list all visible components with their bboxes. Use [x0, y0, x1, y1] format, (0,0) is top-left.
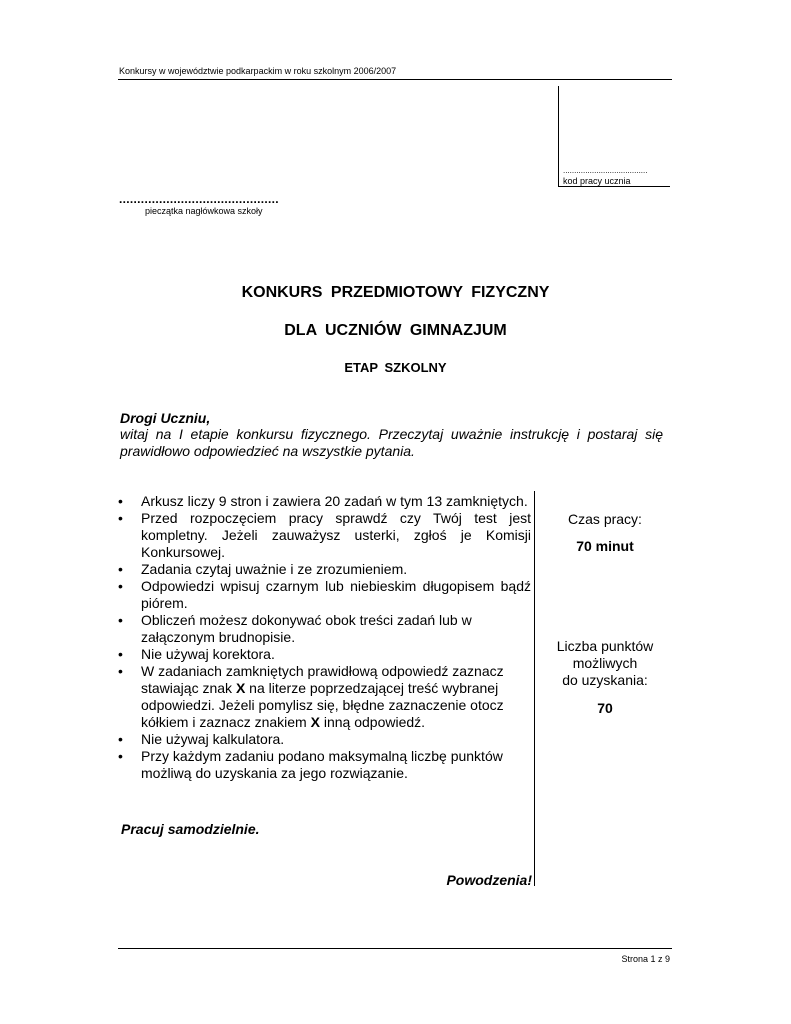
code-box-underline [558, 186, 670, 187]
instructions-list [118, 493, 531, 782]
stamp-label: pieczątka nagłówkowa szkoły [145, 206, 263, 216]
instruction-item [118, 731, 531, 748]
instruction-item [118, 748, 531, 782]
good-luck-note: Powodzenia! [446, 872, 532, 888]
x-mark: X [310, 714, 320, 730]
bullet-icon: • [118, 646, 123, 662]
points-value: 70 [597, 700, 613, 716]
bullet-icon: • [118, 748, 123, 764]
title-audience: DLA UCZNIÓW GIMNAZJUM [284, 322, 507, 339]
instruction-text: W zadaniach zamkniętych prawidłową odpowiedź zaznacz stawiając znak X na literze poprzedzającej treść wybranej odpowiedzi. Jeżeli pomylisz się, błędne zaznaczenie otocz kółkiem i zaznacz znakiem X inną odpowiedź. [141, 663, 504, 730]
instruction-text: Nie używaj korektora. [141, 646, 275, 662]
instruction-item [118, 561, 531, 578]
work-alone-note: Pracuj samodzielnie. [121, 821, 260, 837]
instruction-item [118, 510, 531, 561]
instruction-text: Przed rozpoczęciem pracy sprawdź czy Twój test jest kompletny. Jeżeli zauważysz usterki, zgłoś je Komisji Konkursowej. [141, 510, 531, 560]
code-box-label: kod pracy ucznia [563, 176, 631, 186]
bullet-icon: • [118, 663, 123, 679]
instruction-text: Arkusz liczy 9 stron i zawiera 20 zadań w tym 13 zamkniętych. [141, 493, 528, 509]
bullet-icon: • [118, 493, 123, 509]
instruction-text: Zadania czytaj uważnie i ze zrozumieniem. [141, 561, 408, 577]
instruction-item [118, 646, 531, 663]
time-value: 70 minut [576, 538, 634, 554]
footer-divider [118, 948, 672, 949]
header-divider [118, 79, 672, 80]
greeting: Drogi Uczniu, [120, 410, 211, 426]
bullet-icon: • [118, 561, 123, 577]
instruction-text: Przy każdym zadaniu podano maksymalną liczbę punktów możliwą do uzyskania za jego rozwiązanie. [141, 748, 503, 781]
bullet-icon: • [118, 578, 123, 594]
time-label: Czas pracy: [568, 511, 642, 527]
instruction-text: Odpowiedzi wpisuj czarnym lub niebieskim długopisem bądź piórem. [141, 578, 531, 611]
instruction-text: Obliczeń możesz dokonywać obok treści zadań lub w załączonym brudnopisie. [141, 612, 472, 645]
instruction-item [118, 493, 531, 510]
points-label-line: możliwych [572, 655, 638, 671]
page-header: Konkursy w województwie podkarpackim w roku szkolnym 2006/2007 [119, 66, 397, 76]
bullet-icon: • [118, 510, 123, 526]
instruction-item [118, 612, 531, 646]
bullet-icon: • [118, 612, 123, 628]
page-number: Strona 1 z 9 [621, 954, 670, 964]
x-mark: X [235, 680, 246, 696]
instruction-item [118, 578, 531, 612]
points-label [540, 638, 670, 689]
instruction-item [118, 663, 531, 731]
code-box-border [558, 86, 559, 187]
points-label-line: do uzyskania: [562, 672, 648, 688]
code-box-dots: ...................................... [563, 166, 648, 175]
column-divider [534, 491, 535, 886]
stamp-dots: ............................................ [119, 192, 279, 206]
points-label-line: Liczba punktów [556, 638, 654, 654]
bullet-icon: • [118, 731, 123, 747]
title-stage: ETAP SZKOLNY [344, 360, 447, 375]
title-competition: KONKURS PRZEDMIOTOWY FIZYCZNY [241, 284, 550, 301]
intro-text: witaj na I etapie konkursu fizycznego. Przeczytaj uważnie instrukcję i postaraj się prawidłowo odpowiedzieć na wszystkie pytania. [120, 426, 663, 459]
instruction-text: Nie używaj kalkulatora. [141, 731, 285, 747]
